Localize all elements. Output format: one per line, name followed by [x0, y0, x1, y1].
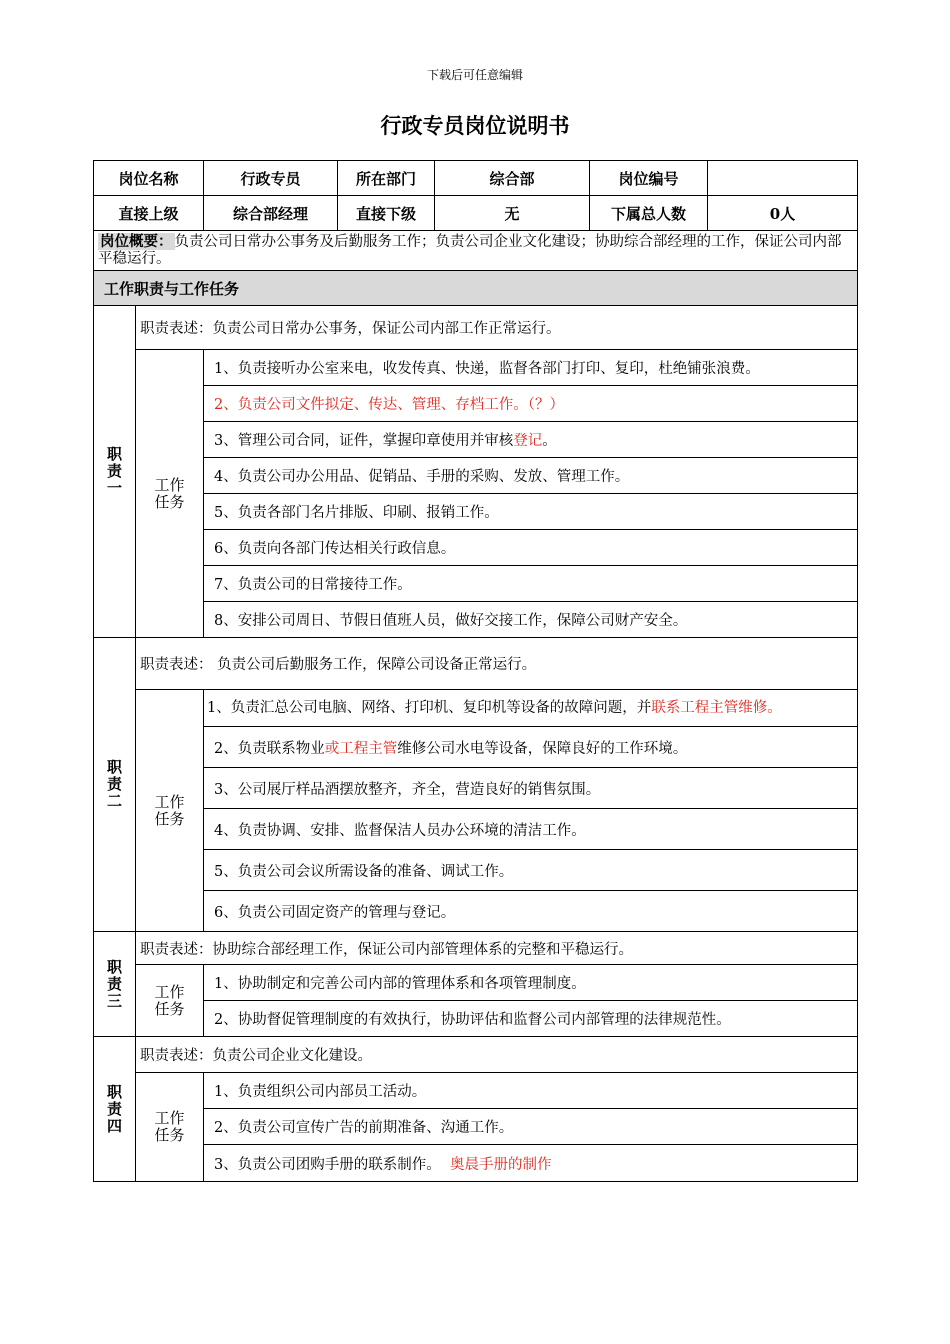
duty-4-statement-row [94, 1037, 858, 1073]
value-position-name: 行政专员 [204, 161, 338, 196]
value-position-code [708, 161, 858, 196]
duty-1-label: 职 责 一 [94, 306, 136, 638]
header-note: 下载后可任意编辑 [426, 68, 523, 82]
label-direct-subordinate: 直接下级 [338, 196, 435, 231]
table-row [94, 350, 858, 386]
duty-2-statement: 职责表述： 负责公司后勤服务工作，保障公司设备正常运行。 [136, 638, 858, 690]
value-direct-superior: 综合部经理 [204, 196, 338, 231]
duty-2-task-4: 4、负责协调、安排、监督保洁人员办公环境的清洁工作。 [204, 809, 858, 850]
table-row [94, 386, 858, 422]
info-row-1 [94, 161, 858, 196]
duty-3-task-1: 1、协助制定和完善公司内部的管理体系和各项管理制度。 [204, 965, 858, 1001]
duty-2-task-label: 工作 任务 [136, 690, 204, 932]
duty-1-task-1: 1、负责接听办公室来电，收发传真、快递，监督各部门打印、复印，杜绝铺张浪费。 [204, 350, 858, 386]
duty-3-statement-row [94, 932, 858, 965]
duty-2-task-1: 1、负责汇总公司电脑、网络、打印机、复印机等设备的故障问题，并联系工程主管维修。 [204, 690, 858, 727]
duty-2-task-3: 3、公司展厅样品酒摆放整齐，齐全，营造良好的销售氛围。 [204, 768, 858, 809]
duty-1-task-6: 6、负责向各部门传达相关行政信息。 [204, 530, 858, 566]
value-direct-subordinate: 无 [435, 196, 590, 231]
label-position-code: 岗位编号 [590, 161, 708, 196]
position-overview [94, 231, 858, 271]
table-row [94, 965, 858, 1001]
info-row-2 [94, 196, 858, 231]
label-direct-superior: 直接上级 [94, 196, 204, 231]
table-row [94, 850, 858, 891]
duty-4-statement: 职责表述：负责公司企业文化建设。 [136, 1037, 858, 1073]
job-description-table [93, 160, 858, 1182]
duty-1-task-7: 7、负责公司的日常接待工作。 [204, 566, 858, 602]
section-title: 工作职责与工作任务 [94, 271, 858, 306]
duty-2-statement-row [94, 638, 858, 690]
label-position-name: 岗位名称 [94, 161, 204, 196]
label-department: 所在部门 [338, 161, 435, 196]
duty-2-label: 职 责 二 [94, 638, 136, 932]
duty-1-statement: 职责表述：负责公司日常办公事务，保证公司内部工作正常运行。 [136, 306, 858, 350]
table-row [94, 690, 858, 727]
duty-1-task-5: 5、负责各部门名片排版、印刷、报销工作。 [204, 494, 858, 530]
overview-text: 负责公司日常办公事务及后勤服务工作；负责公司企业文化建设；协助综合部经理的工作，保证公司内部平稳运行。 [98, 234, 842, 267]
table-row [94, 1109, 858, 1145]
duty-2-task-2: 2、负责联系物业或工程主管维修公司水电等设备，保障良好的工作环境。 [204, 727, 858, 768]
duty-1-task-8: 8、安排公司周日、节假日值班人员，做好交接工作，保障公司财产安全。 [204, 602, 858, 638]
duty-2-task-6: 6、负责公司固定资产的管理与登记。 [204, 891, 858, 932]
table-row [94, 891, 858, 932]
table-row [94, 566, 858, 602]
table-row [94, 422, 858, 458]
value-total-subordinates: 0人 [708, 196, 858, 231]
table-row [94, 1145, 858, 1182]
duty-4-task-2: 2、负责公司宣传广告的前期准备、沟通工作。 [204, 1109, 858, 1145]
table-row [94, 494, 858, 530]
table-row [94, 1001, 858, 1037]
duty-3-statement: 职责表述：协助综合部经理工作，保证公司内部管理体系的完整和平稳运行。 [136, 932, 858, 965]
duty-4-label: 职 责 四 [94, 1037, 136, 1182]
duty-1-task-3: 3、管理公司合同，证件，掌握印章使用并审核登记。 [204, 422, 858, 458]
duty-4-task-1: 1、负责组织公司内部员工活动。 [204, 1073, 858, 1109]
duty-3-task-label: 工作 任务 [136, 965, 204, 1037]
table-row [94, 809, 858, 850]
value-department: 综合部 [435, 161, 590, 196]
duty-1-task-2: 2、负责公司文件拟定、传达、管理、存档工作。（？） [204, 386, 858, 422]
table-row [94, 602, 858, 638]
table-row [94, 768, 858, 809]
section-header-row [94, 271, 858, 306]
duty-3-task-2: 2、协助督促管理制度的有效执行，协助评估和监督公司内部管理的法律规范性。 [204, 1001, 858, 1037]
document-title: 行政专员岗位说明书 [380, 113, 570, 138]
duty-4-task-3: 3、负责公司团购手册的联系制作。 奥晨手册的制作 [204, 1145, 858, 1182]
label-total-subordinates: 下属总人数 [590, 196, 708, 231]
duty-1-task-label: 工作 任务 [136, 350, 204, 638]
duty-3-label: 职 责 三 [94, 932, 136, 1037]
duty-1-task-4: 4、负责公司办公用品、促销品、手册的采购、发放、管理工作。 [204, 458, 858, 494]
duty-4-task-label: 工作 任务 [136, 1073, 204, 1182]
table-row [94, 1073, 858, 1109]
table-row [94, 530, 858, 566]
overview-label: 岗位概要： [100, 233, 173, 250]
table-row [94, 458, 858, 494]
duty-2-task-5: 5、负责公司会议所需设备的准备、调试工作。 [204, 850, 858, 891]
table-row [94, 727, 858, 768]
overview-row [94, 231, 858, 271]
duty-1-statement-row [94, 306, 858, 350]
